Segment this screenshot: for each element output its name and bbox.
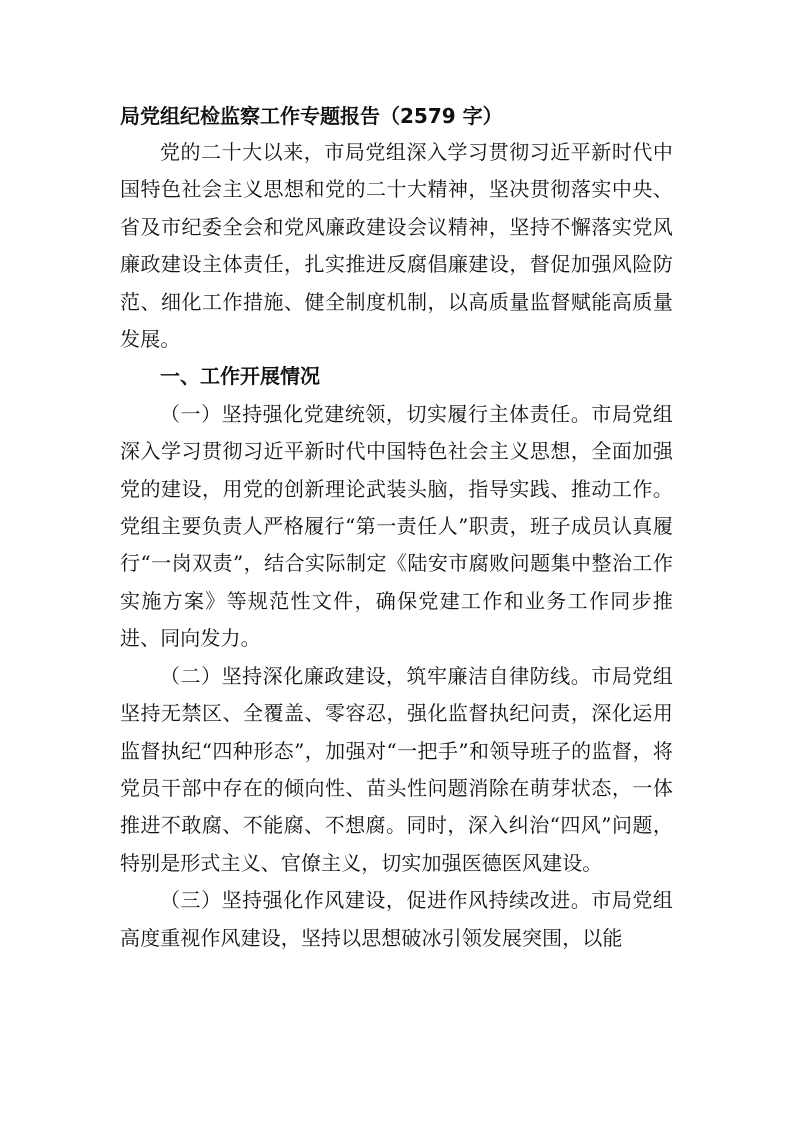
document-title: 局党组纪检监察工作专题报告（2579 字） (120, 104, 503, 128)
paragraph-party-building: （一）坚持强化党建统领，切实履行主体责任。市局党组深入学习贯彻习近平新时代中国特色社会主义思想，全面加强党的建设，用党的创新理论武装头脑，指导实践、推动工作。党组主要负责人严格履行“第一责任人”职责，班子成员认真履行“一岗双责”，结合实际制定《陆安市腐败问题集中整治工作实施方案》等规范性文件，确保党建工作和业务工作同步推进、同向发力。 (120, 401, 673, 651)
document-body (120, 101, 673, 957)
paragraph-integrity-building: （二）坚持深化廉政建设，筑牢廉洁自律防线。市局党组坚持无禁区、全覆盖、零容忍，强化监督执纪问责，深化运用监督执纪“四种形态”，加强对“一把手”和领导班子的监督，将党员干部中存在的倾向性、苗头性问题消除在萌芽状态，一体推进不敢腐、不能腐、不想腐。同时，深入纠治“四风”问题，特别是形式主义、官僚主义，切实加强医德医风建设。 (120, 663, 673, 875)
intro-paragraph: 党的二十大以来，市局党组深入学习贯彻习近平新时代中国特色社会主义思想和党的二十大精神，坚决贯彻落实中央、省及市纪委全会和党风廉政建设会议精神，坚持不懈落实党风廉政建设主体责任，扎实推进反腐倡廉建设，督促加强风险防范、细化工作措施、健全制度机制，以高质量监督赋能高质量发展。 (120, 140, 673, 352)
section-heading-work-progress: 一、工作开展情况 (160, 364, 320, 389)
paragraph-work-style: （三）坚持强化作风建设，促进作风持续改进。市局党组高度重视作风建设，坚持以思想破冰引领发展突围，以能 (120, 888, 673, 950)
